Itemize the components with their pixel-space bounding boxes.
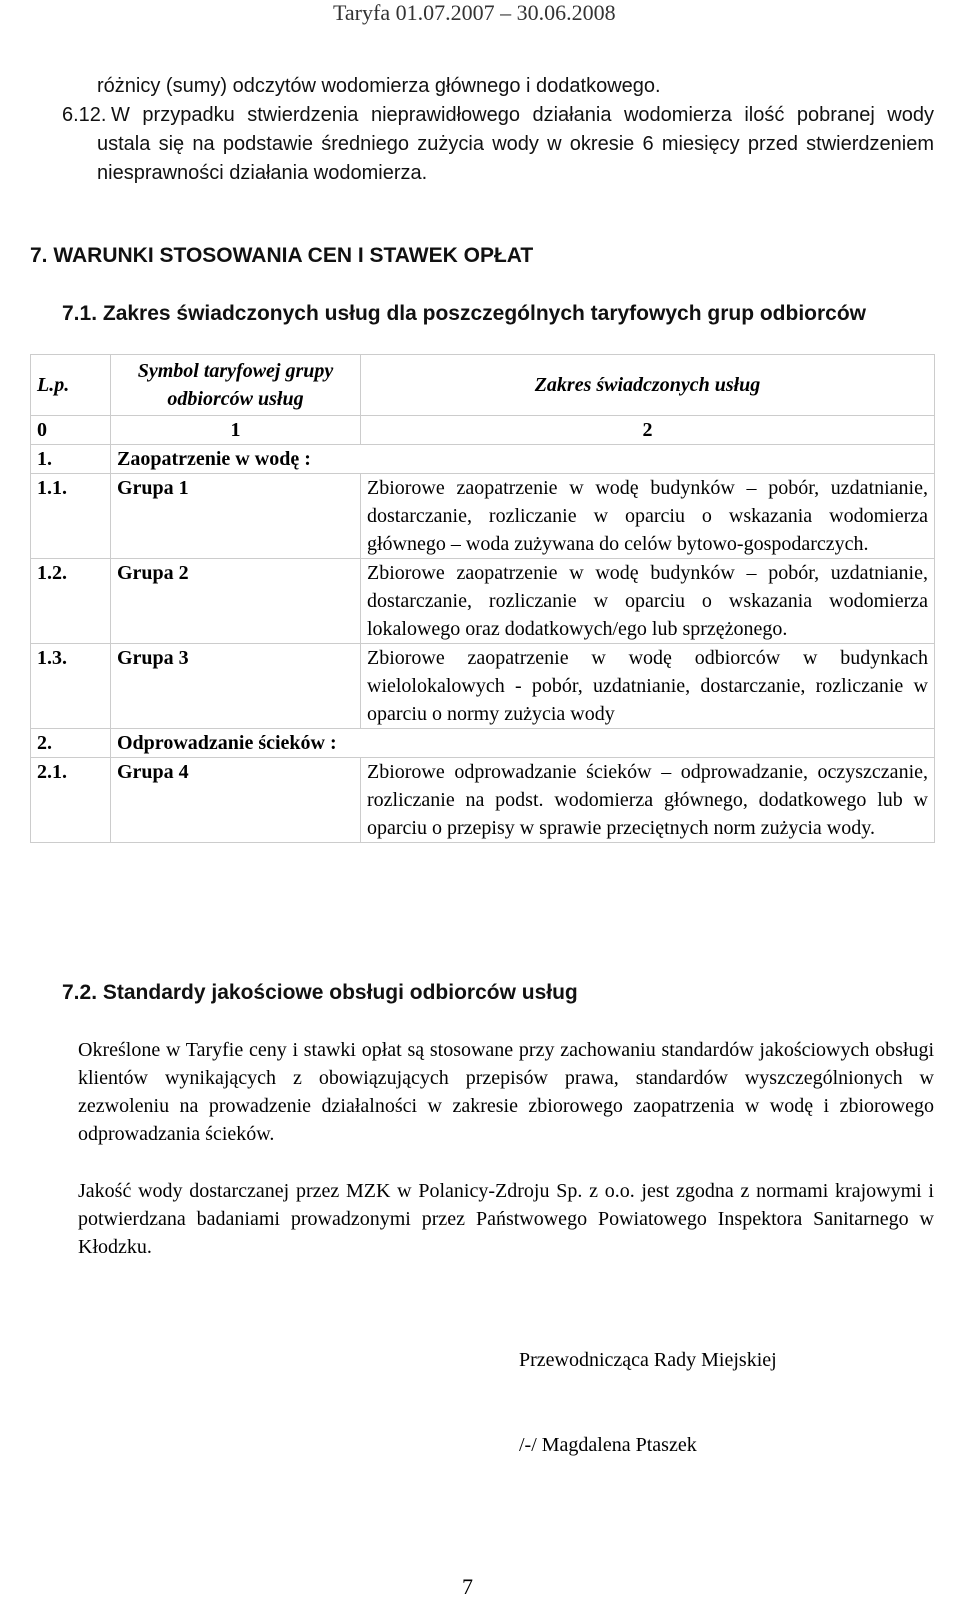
tariff-group-name: Grupa 3 <box>111 644 361 729</box>
table-row <box>31 559 935 644</box>
column-number-row <box>31 416 935 445</box>
column-number: 0 <box>31 416 111 445</box>
service-scope: Zbiorowe odprowadzanie ścieków – odprowadzanie, oczyszczanie, rozliczanie na podst. wodomierza głównego, dodatkowego lub w oparciu o przepisy w sprawie przeciętnych norm zużycia wody. <box>361 758 935 843</box>
header-symbol <box>111 355 361 416</box>
section-7-1-title: 7.1. Zakres świadczonych usług dla poszczególnych taryfowych grup odbiorców <box>62 302 867 325</box>
column-number: 1 <box>111 416 361 445</box>
section-7-title: 7. WARUNKI STOSOWANIA CEN I STAWEK OPŁAT <box>30 244 534 267</box>
column-number: 2 <box>361 416 935 445</box>
header-zakres: Zakres świadczonych usług <box>361 355 935 416</box>
table-header-row <box>31 355 935 416</box>
signature-role: Przewodnicząca Rady Miejskiej <box>519 1349 777 1371</box>
tariff-groups-table <box>30 354 935 843</box>
header-symbol-line1: Symbol taryfowej grupy <box>137 360 334 382</box>
row-number: 1.1. <box>31 474 111 559</box>
section-title: Zaopatrzenie w wodę : <box>111 445 935 474</box>
table-section-row <box>31 445 935 474</box>
row-number: 1.2. <box>31 559 111 644</box>
tariff-group-name: Grupa 2 <box>111 559 361 644</box>
service-scope: Zbiorowe zaopatrzenie w wodę budynków – pobór, uzdatnianie, dostarczanie, rozliczanie w oparciu o wskazania wodomierza głównego – woda zużywana do celów bytowo-gospodarczych. <box>361 474 935 559</box>
header-symbol-line2: odbiorców usług <box>167 388 304 410</box>
service-scope: Zbiorowe zaopatrzenie w wodę odbiorców w budynkach wielolokalowych - pobór, uzdatnianie, dostarczanie, rozliczanie w oparciu o normy zużycia wody <box>361 644 935 729</box>
row-number: 1.3. <box>31 644 111 729</box>
water-quality-paragraph: Jakość wody dostarczanej przez MZK w Polanicy-Zdroju Sp. z o.o. jest zgodna z normami krajowymi i potwierdzana badaniami prowadzonymi przez Państwowego Powiatowego Inspektora Sanitarnego w Kłodzku. <box>78 1180 934 1258</box>
signature-name: /-/ Magdalena Ptaszek <box>519 1434 697 1456</box>
page-number: 7 <box>462 1574 473 1599</box>
table-row <box>31 474 935 559</box>
page-header: Taryfa 01.07.2007 – 30.06.2008 <box>333 0 616 25</box>
table-section-row <box>31 729 935 758</box>
item-number: 6.12. <box>62 104 107 126</box>
section-number: 2. <box>31 729 111 758</box>
tariff-group-name: Grupa 1 <box>111 474 361 559</box>
row-number: 2.1. <box>31 758 111 843</box>
item-612-text: W przypadku stwierdzenia nieprawidłowego działania wodomierza ilość pobranej wody ustala się na podstawie średniego zużycia wody w okresie 6 miesięcy przed stwierdzeniem niesprawności działania wodomierza. <box>97 104 934 184</box>
section-title: Odprowadzanie ścieków : <box>111 729 935 758</box>
table-row <box>31 644 935 729</box>
tariff-group-name: Grupa 4 <box>111 758 361 843</box>
section-number: 1. <box>31 445 111 474</box>
service-scope: Zbiorowe zaopatrzenie w wodę budynków – pobór, uzdatnianie, dostarczanie, rozliczanie w oparciu o wskazania wodomierza lokalowego oraz dodatkowych/ego lub sprzężonego. <box>361 559 935 644</box>
table-row <box>31 758 935 843</box>
standards-paragraph: Określone w Taryfie ceny i stawki opłat są stosowane przy zachowaniu standardów jakościowych obsługi klientów wynikających z obowiązujących przepisów prawa, standardów wyszczególnionych w zezwoleniu na prowadzenie działalności w zakresie zbiorowego zaopatrzenia w wodę i zbiorowego odprowadzania ścieków. <box>78 1039 934 1145</box>
intro-continuation: różnicy (sumy) odczytów wodomierza głównego i dodatkowego. <box>97 75 661 97</box>
header-lp: L.p. <box>31 355 111 416</box>
section-7-2-title: 7.2. Standardy jakościowe obsługi odbiorców usług <box>62 981 578 1004</box>
